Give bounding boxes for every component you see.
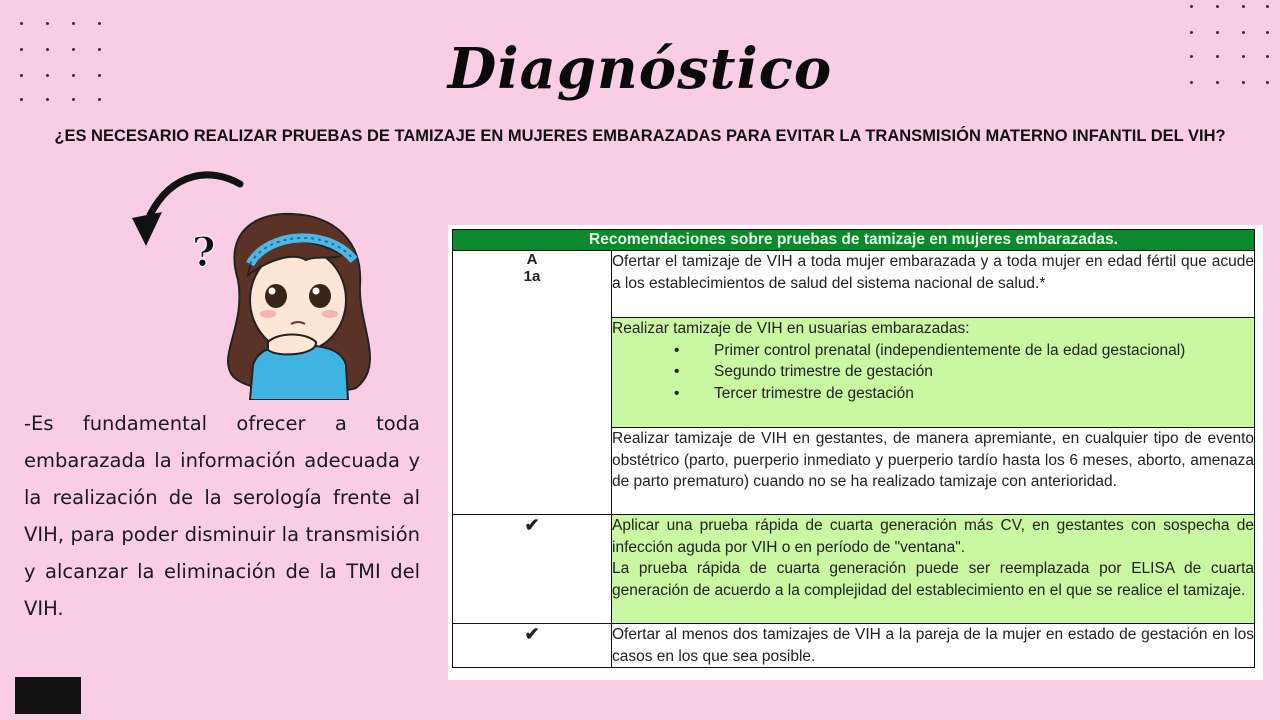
question-mark-icon: ?: [192, 229, 216, 276]
list-item: • Tercer trimestre de gestación: [674, 383, 1254, 405]
corner-black-box: [15, 677, 81, 714]
recommendations-table-image: [448, 225, 1263, 680]
body-paragraph: -Es fundamental ofrecer a toda embarazada la información adecuada y la realización de la serología frente al VIH, para poder disminuir la transmisión y alcanzar la eliminación de la TMI del VIH.: [24, 412, 420, 620]
recommendation-2-list: [612, 340, 1254, 405]
grade-level: 1a: [523, 268, 541, 285]
recommendation-3: Realizar tamizaje de VIH en gestantes, de manera apremiante, en cualquier tipo de evento obstétrico (parto, puerperio inmediato y puerperio tardío hasta los 6 meses, aborto, amenaza de parto prematuro) cuando no se ha realizado tamizaje con anterioridad.: [612, 428, 1255, 515]
check-mark-icon: ✔: [524, 624, 540, 644]
table-row: [453, 624, 1255, 668]
recommendation-4: [612, 515, 1255, 624]
recommendation-2: [612, 318, 1255, 428]
grade-cell: [453, 624, 612, 668]
recommendation-1: Ofertar el tamizaje de VIH a toda mujer embarazada y a toda mujer en edad fértil que acude a los establecimientos de salud del sistema nacional de salud.*: [612, 251, 1255, 318]
recommendation-5: Ofertar al menos dos tamizajes de VIH a la pareja de la mujer en estado de gestación en los casos en los que sea posible.: [612, 624, 1255, 668]
table-row: [453, 251, 1255, 318]
list-item: • Segundo trimestre de gestación: [674, 361, 1254, 383]
page-title: Diagnóstico: [447, 36, 833, 102]
check-mark-icon: ✔: [524, 515, 540, 535]
table-row: [453, 515, 1255, 624]
recommendation-4-p1: Aplicar una prueba rápida de cuarta generación más CV, en gestantes con sospecha de infección aguda por VIH o en período de "ventana".: [612, 517, 1254, 556]
grade-cell: [453, 515, 612, 624]
list-item: • Primer control prenatal (independientemente de la edad gestacional): [674, 340, 1254, 362]
recommendation-4-p2: La prueba rápida de cuarta generación puede ser reemplazada por ELISA de cuarta generación de acuerdo a la complejidad del establecimiento en el que se realice el tamizaje.: [612, 560, 1254, 599]
grade-letter: A: [526, 251, 538, 268]
grade-cell: [453, 251, 612, 515]
curved-arrow-icon: [150, 175, 240, 215]
girl-thinking-illustration: [128, 160, 398, 400]
recommendation-2-intro: Realizar tamizaje de VIH en usuarias embarazadas:: [612, 320, 970, 337]
question-heading: ¿ES NECESARIO REALIZAR PRUEBAS DE TAMIZAJE EN MUJERES EMBARAZADAS PARA EVITAR LA TRANSMISIÓN MATERNO INFANTIL DEL VIH?: [54, 127, 1226, 145]
table-header: Recomendaciones sobre pruebas de tamizaje en mujeres embarazadas.: [453, 230, 1255, 251]
recommendations-table: [452, 229, 1255, 668]
